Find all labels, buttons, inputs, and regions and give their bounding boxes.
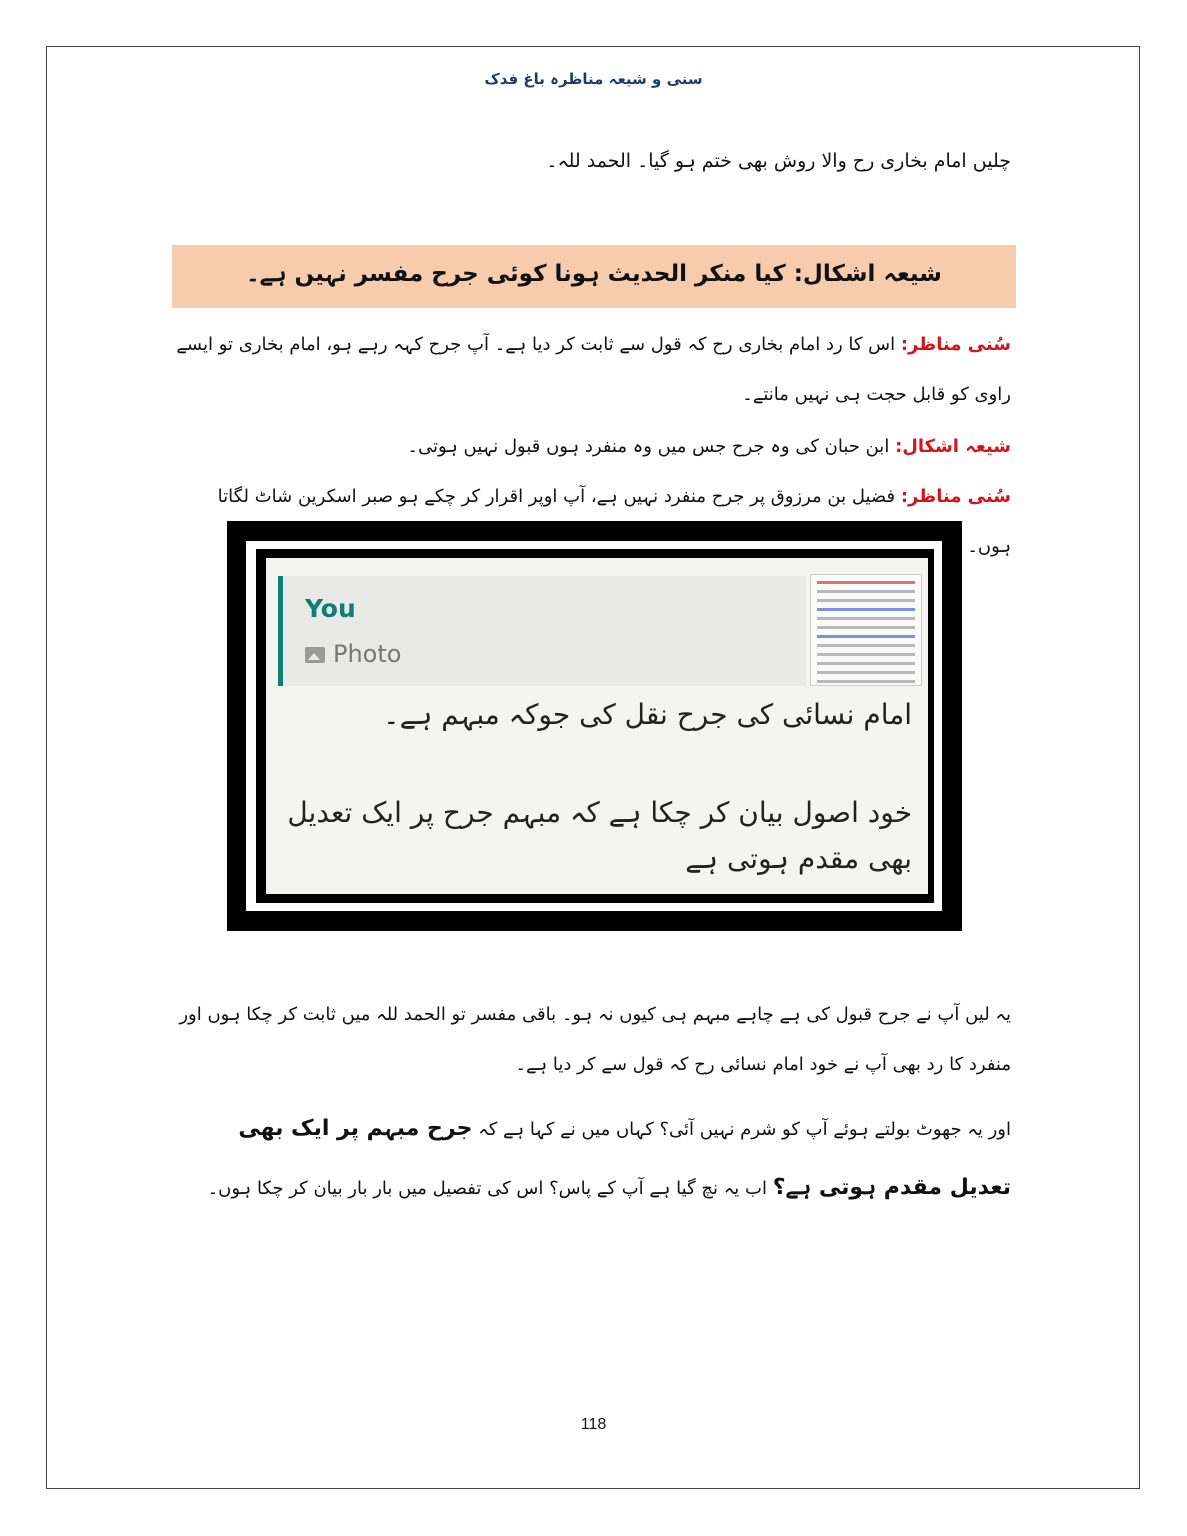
section-heading-band [172,245,1016,308]
dialogue-text: فضیل بن مرزوق پر جرح منفرد نہیں ہے، آپ اوپر اقرار کر چکے ہو صبر اسکرین شاٹ لگاتا ہوں۔ [217,486,1011,557]
speaker-label: سُنی مناظر: [900,334,1011,355]
message-line-1: امام نسائی کی جرح نقل کی جوکہ مبہم ہے۔ [383,698,912,731]
paragraph-text-end: اب یہ نچ گیا ہے آپ کے پاس؟ اس کی تفصیل میں بار بار بیان کر چکا ہوں۔ [207,1178,767,1199]
message-line-2: خود اصول بیان کر چکا ہے کہ مبہم جرح پر ایک تعدیل بھی مقدم ہوتی ہے [287,796,912,875]
chat-screenshot [266,558,928,894]
conclusion-paragraph-1: یہ لیں آپ نے جرح قبول کی ہے چاہے مبہم ہی کیوں نہ ہو۔ باقی مفسر تو الحمد للہ میں ثابت کر چکا ہوں اور منفرد کا رد بھی آپ نے خود امام نسائی رح کہ قول سے کر دیا ہے۔ [179,1004,1011,1075]
paragraph-text: اور یہ جھوٹ بولتے ہوئے آپ کو شرم نہیں آئی؟ کہاں میں نے کہا ہے کہ [478,1119,1011,1140]
speaker-label: سُنی مناظر: [900,486,1011,507]
conclusion-paragraph-2 [175,1100,1011,1218]
reply-thumbnail [810,574,922,686]
photo-icon [305,647,325,663]
dialogue-entry-1 [175,320,1011,420]
dialogue-text: ابن حبان کی وہ جرح جس میں وہ منفرد ہوں قبول نہیں ہوتی۔ [407,436,890,457]
speaker-label: شیعہ اشکال: [895,436,1011,457]
reply-author: You [305,594,356,623]
section-heading: شیعہ اشکال: کیا منکر الحدیث ہونا کوئی جرح مفسر نہیں ہے۔ [246,261,942,287]
intro-line: چلیں امام بخاری رح والا روش بھی ختم ہو گیا۔ الحمد للہ۔ [546,150,1011,172]
quoted-reply [278,576,806,686]
dialogue-entry-2 [175,422,1011,472]
dialogue-text: اس کا رد امام بخاری رح کہ قول سے ثابت کر دیا ہے۔ آپ جرح کہہ رہے ہو، امام بخاری تو ایسے راوی کو قابل حجت ہی نہیں مانتے۔ [176,334,1011,405]
page-number: 118 [580,1416,607,1433]
reply-type-label: Photo [333,640,402,668]
running-header: سنی و شیعہ مناظرہ باغ فدک [484,70,703,88]
reply-type [305,640,401,668]
emphasized-quote: جرح مبہم پر ایک بھی تعدیل مقدم ہوتی ہے؟ [238,1116,1011,1200]
